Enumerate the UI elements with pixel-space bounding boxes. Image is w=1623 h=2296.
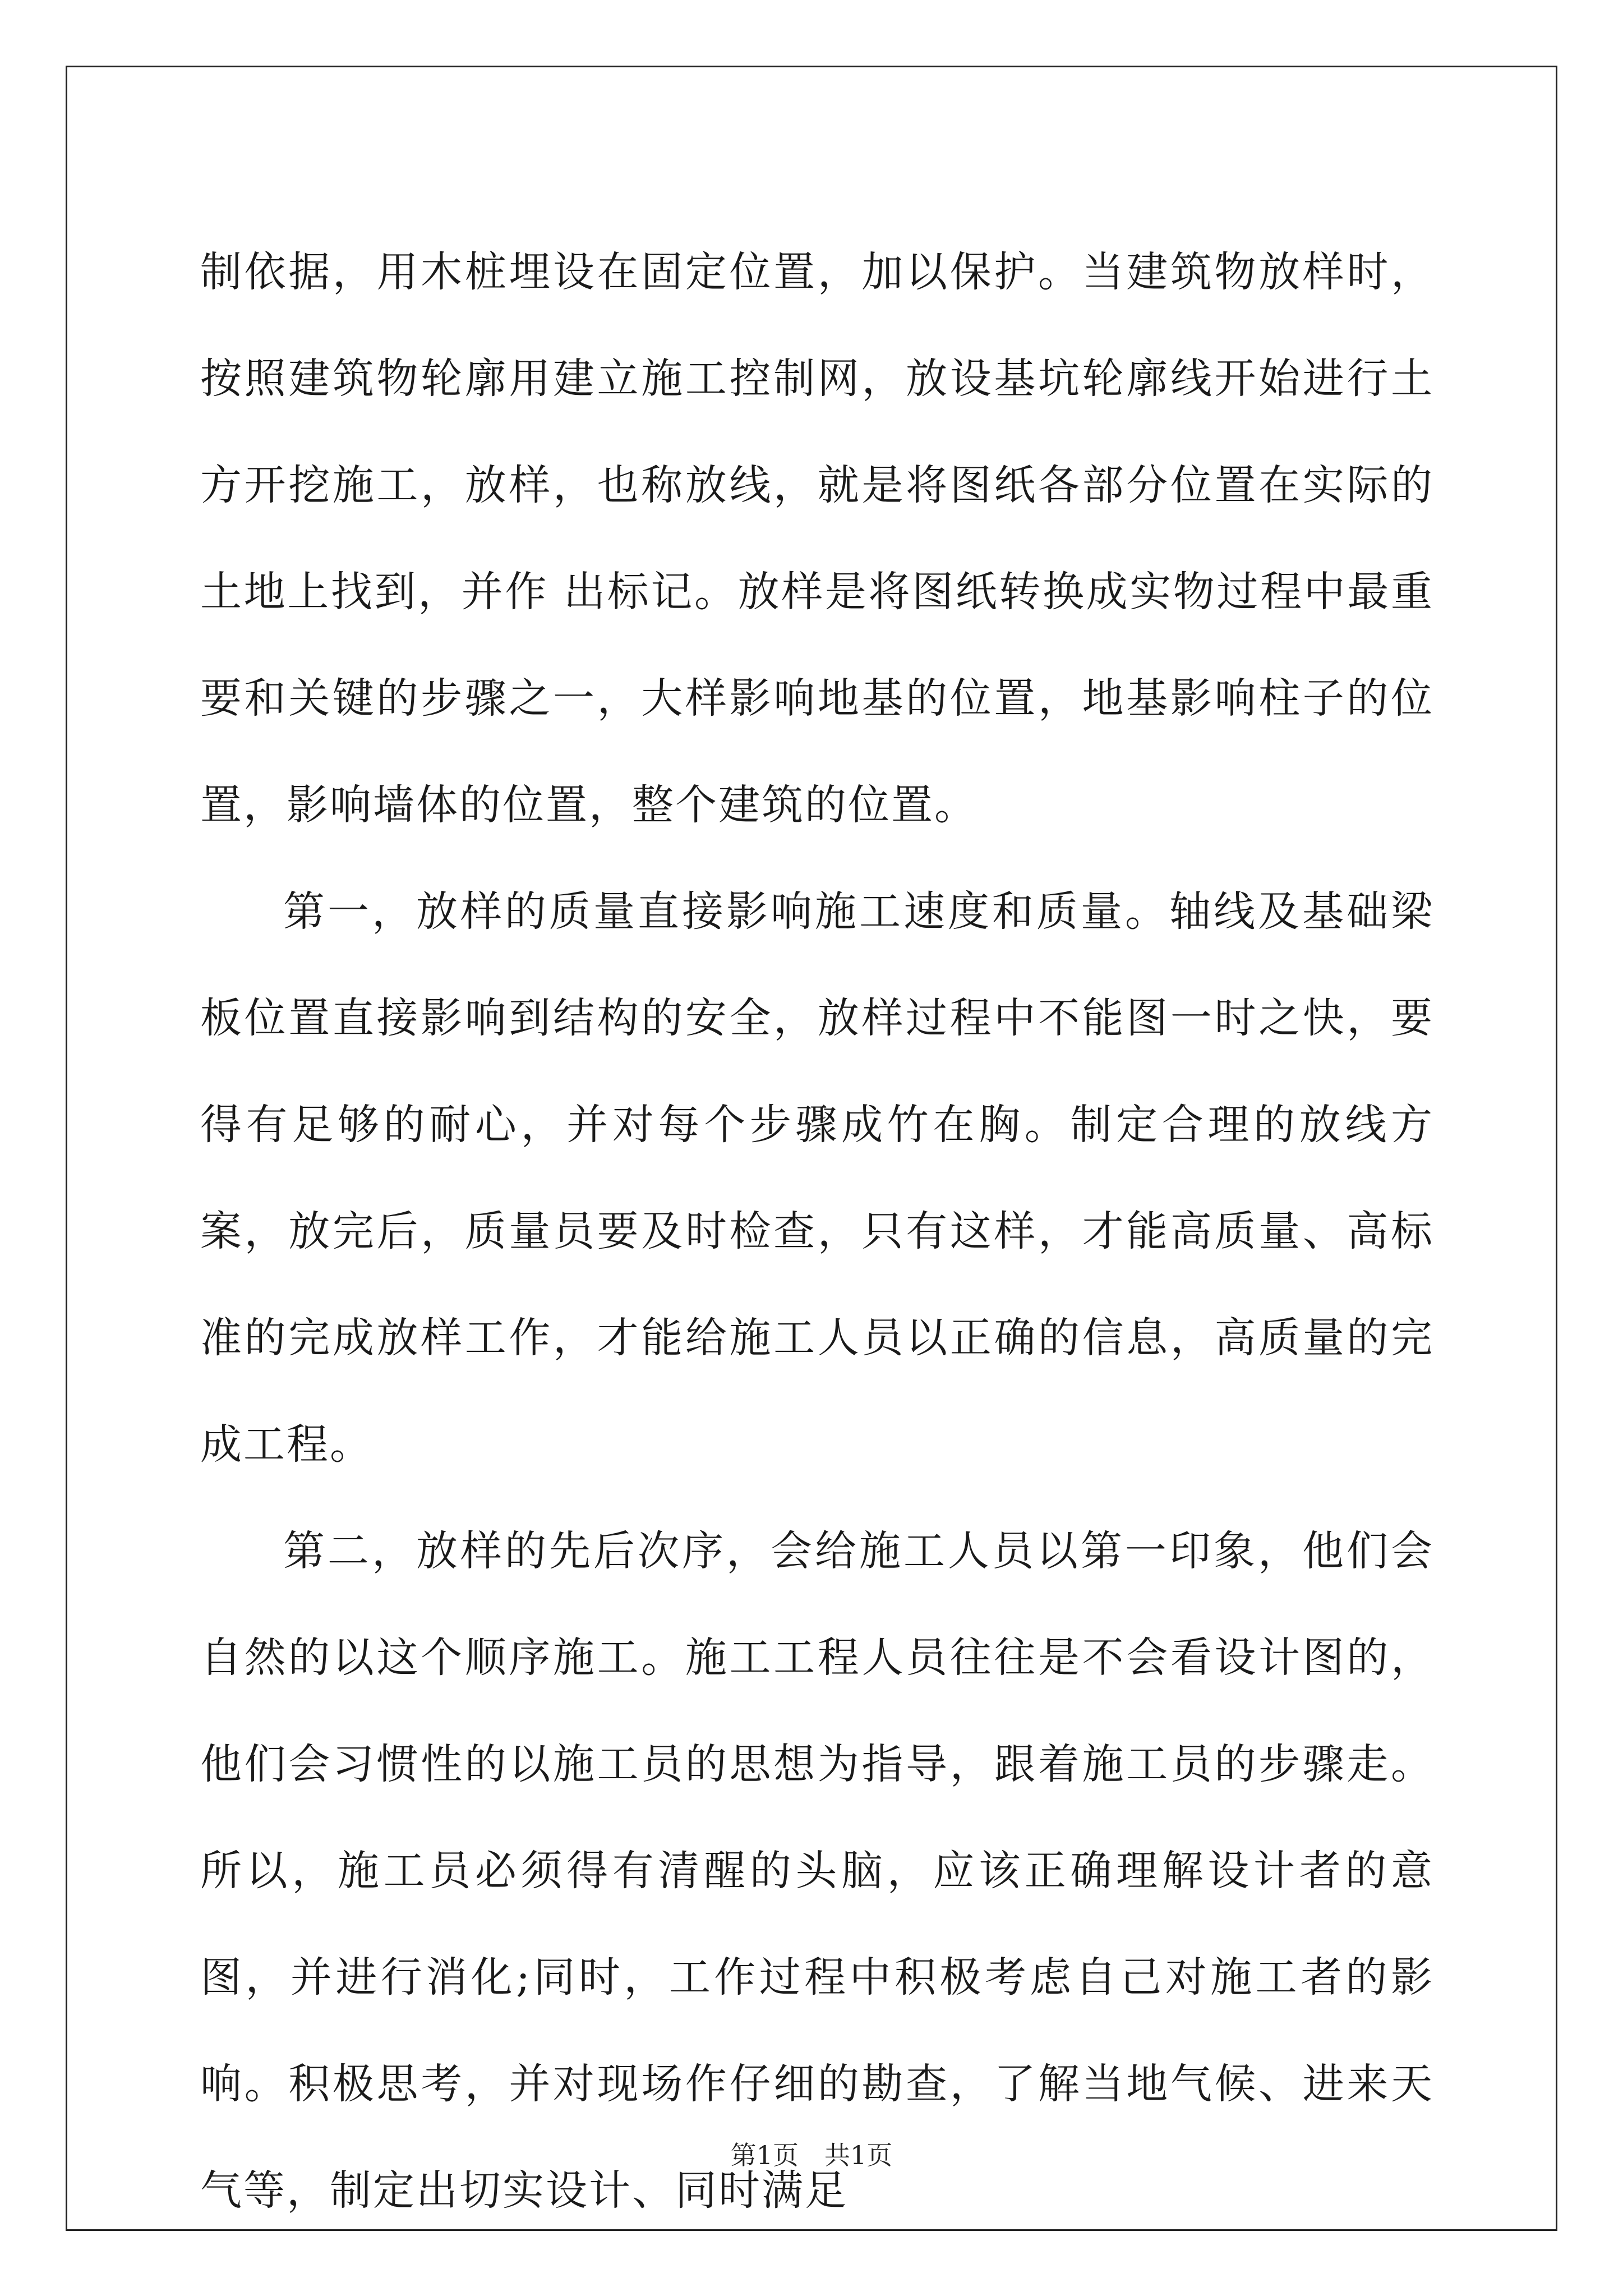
document-body — [200, 219, 1434, 2244]
paragraph-3: 第二，放样的先后次序，会给施工人员以第一印象，他们会自然的以这个顺序施工。施工工程人员往往是不会看设计图的，他们会习惯性的以施工员的思想为指导，跟着施工员的步骤走。所以，施工员必须得有清醒的头脑，应该正确理解设计者的意图，并进行消化;同时，工作过程中积极考虑自己对施工者的影响。积极思考，并对现场作仔细的勘查，了解当地气候、进来天气等，制定出切实设计、同时满足 — [200, 1527, 1434, 2215]
page-footer: 第1页 共1页 — [730, 2140, 893, 2170]
paragraph-2: 第一，放样的质量直接影响施工速度和质量。轴线及基础梁板位置直接影响到结构的安全，放样过程中不能图一时之快，要得有足够的耐心，并对每个步骤成竹在胸。制定合理的放线方案，放完后，质量员要及时检查，只有这样，才能高质量、高标准的完成放样工作，才能给施工人员以正确的信息，高质量的完成工程。 — [200, 887, 1434, 1469]
paragraph-1: 制依据，用木桩埋设在固定位置，加以保护。当建筑物放样时，按照建筑物轮廓用建立施工控制网，放设基坑轮廓线开始进行土方开挖施工，放样，也称放线，就是将图纸各部分位置在实际的土地上找到，并作 出标记。放样是将图纸转换成实物过程中最重要和关键的步骤之一，大样影响地基的位置，地基影响柱子的位置，影响墙体的位置，整个建筑的位置。 — [200, 248, 1434, 829]
